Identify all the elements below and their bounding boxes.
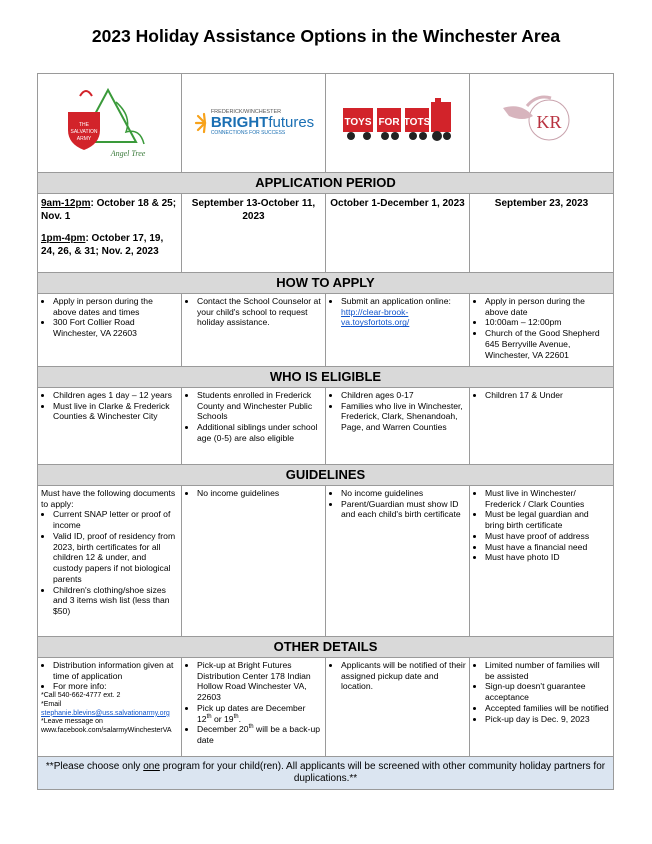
list-item: • Must have photo ID <box>485 552 610 563</box>
list-item: • Apply in person during the above date <box>485 296 610 317</box>
how-toys-for-tots <box>326 294 470 367</box>
list-item: • Children 17 & Under <box>485 390 610 401</box>
list-item: • December 20th will be a back-up date <box>197 724 322 745</box>
section-header-application-period: APPLICATION PERIOD <box>38 173 614 194</box>
svg-text:THE: THE <box>78 121 89 128</box>
period-toys-for-tots: October 1-December 1, 2023 <box>326 194 470 273</box>
who-is-eligible-row <box>38 388 614 465</box>
svg-text:FOR: FOR <box>377 116 400 128</box>
how-salvation-army <box>38 294 182 367</box>
list-item: • Pick up dates are December 12th or 19th. <box>197 703 322 724</box>
how-bright-futures <box>182 294 326 367</box>
list-item: • Church of the Good Shepherd 645 Berryville Avenue, Winchester, VA 22601 <box>485 328 610 360</box>
svg-text:KR: KR <box>535 111 562 132</box>
period-kr: September 23, 2023 <box>470 194 614 273</box>
guide-salvation-army: Must have the following documents to apply: • Current SNAP letter or proof of income • Valid ID, proof of residency from 2023, birth certificates for all children 12 & under, and custody papers if not biological parents • Children's clothing/shoe sizes and 3 items wish list (less than $50) <box>38 486 182 637</box>
who-kr <box>470 388 614 465</box>
list-item: • Children's clothing/shoe sizes and 3 items wish list (less than $50) <box>53 585 178 617</box>
list-item: • Distribution information given at time of application <box>53 660 178 681</box>
list-item: • Valid ID, proof of residency from 2023, birth certificates for all children 12 & under, and custody papers if not biological parents <box>53 531 178 585</box>
toys-for-tots-link[interactable]: http://clear-brook-va.toysfortots.org/ <box>341 306 410 328</box>
list-item: • No income guidelines <box>197 488 322 499</box>
who-bright-futures <box>182 388 326 465</box>
list-item: • Families who live in Winchester, Frederick, Clark, Shenandoah, Page, and Warren Counties <box>341 401 466 433</box>
guide-toys-for-tots <box>326 486 470 637</box>
list-item: • 10:00am – 12:00pm <box>485 317 610 328</box>
other-toys-for-tots <box>326 658 470 757</box>
list-item: • Sign-up doesn't guarantee acceptance <box>485 681 610 702</box>
footer-note: **Please choose only one program for your child(ren). All applicants will be screened with other community holiday partners for duplications.** <box>38 757 614 790</box>
section-header-guidelines: GUIDELINES <box>38 465 614 486</box>
list-item: • Current SNAP letter or proof of income <box>53 509 178 530</box>
application-period-row <box>38 194 614 273</box>
list-item: • Children ages 0-17 <box>341 390 466 401</box>
other-kr <box>470 658 614 757</box>
list-item: • No income guidelines <box>341 488 466 499</box>
list-item: • Pick-up at Bright Futures Distribution Center 178 Indian Hollow Road Winchester VA, 22603 <box>197 660 322 703</box>
how-to-apply-row <box>38 294 614 367</box>
list-item: • Students enrolled in Frederick County and Winchester Public Schools <box>197 390 322 422</box>
svg-text:TOTS: TOTS <box>403 116 430 128</box>
facebook-link[interactable]: www.facebook.com/salarmyWinchesterVA <box>41 727 172 735</box>
other-salvation-army: • Distribution information given at time of application • For more info: *Call 540-662-4777 ext. 2 *Email stephanie.blevins@uss.salvationarmy.org *Leave message on www.facebook.com/salarmyWinchesterVA <box>38 658 182 757</box>
email-link[interactable]: stephanie.blevins@uss.salvationarmy.org <box>41 709 170 717</box>
list-item: • Additional siblings under school age (0-5) are also eligible <box>197 422 322 443</box>
bright-futures-logo: FREDERICK/WINCHESTER BRIGHTfutures CONNECTIONS FOR SUCCESS <box>193 109 314 136</box>
assistance-table <box>37 73 614 790</box>
toys-for-tots-train-logo <box>339 98 457 146</box>
period-bright-futures: September 13-October 11, 2023 <box>182 194 326 273</box>
sun-icon <box>193 112 209 134</box>
svg-text:SALVATION: SALVATION <box>70 128 97 135</box>
who-toys-for-tots <box>326 388 470 465</box>
svg-text:TOYS: TOYS <box>343 116 372 128</box>
kr-logo-cell <box>470 74 614 173</box>
section-header-other-details: OTHER DETAILS <box>38 637 614 658</box>
list-item: • Parent/Guardian must show ID and each child's birth certificate <box>341 499 466 520</box>
logo-row <box>38 74 614 173</box>
list-item: • Applicants will be notified of their assigned pickup date and location. <box>341 660 466 692</box>
guide-bright-futures <box>182 486 326 637</box>
list-item: • Pick-up day is Dec. 9, 2023 <box>485 714 610 725</box>
list-item: • Must have proof of address <box>485 531 610 542</box>
list-item: • 300 Fort Collier Road Winchester, VA 22603 <box>53 317 178 338</box>
svg-text:ARMY: ARMY <box>76 135 91 142</box>
list-item: • Limited number of families will be assisted <box>485 660 610 681</box>
other-details-row <box>38 658 614 757</box>
footer-row <box>38 757 614 790</box>
svg-text:Angel Tree: Angel Tree <box>110 148 145 158</box>
list-item: • Children ages 1 day – 12 years <box>53 390 178 401</box>
list-item: • Must live in Winchester/ Frederick / Clark Counties <box>485 488 610 509</box>
guide-kr <box>470 486 614 637</box>
list-item: • For more info: <box>53 681 178 692</box>
section-header-how-to-apply: HOW TO APPLY <box>38 273 614 294</box>
how-kr <box>470 294 614 367</box>
who-salvation-army <box>38 388 182 465</box>
salvation-army-angel-tree-logo <box>60 82 160 162</box>
list-item: • Submit an application online: http://clear-brook-va.toysfortots.org/ <box>341 296 466 328</box>
list-item: • Apply in person during the above dates and times <box>53 296 178 317</box>
list-item: • Must be legal guardian and bring birth certificate <box>485 509 610 530</box>
list-item: • Accepted families will be notified <box>485 703 610 714</box>
toys-for-tots-logo-cell <box>326 74 470 173</box>
bright-futures-logo-cell <box>182 74 326 173</box>
list-item: • Must live in Clarke & Frederick Counties & Winchester City <box>53 401 178 422</box>
page-title: 2023 Holiday Assistance Options in the Winchester Area <box>91 26 561 46</box>
section-header-who-is-eligible: WHO IS ELIGIBLE <box>38 367 614 388</box>
guidelines-row <box>38 486 614 637</box>
period-salvation-army: 9am-12pm: October 18 & 25; Nov. 1 1pm-4pm: October 17, 19, 24, 26, & 31; Nov. 2, 2023 <box>38 194 182 273</box>
other-bright-futures <box>182 658 326 757</box>
salvation-army-logo-cell <box>38 74 182 173</box>
list-item: • Must have a financial need <box>485 542 610 553</box>
kr-logo <box>497 86 587 158</box>
list-item: • Contact the School Counselor at your child's school to request holiday assistance. <box>197 296 322 328</box>
